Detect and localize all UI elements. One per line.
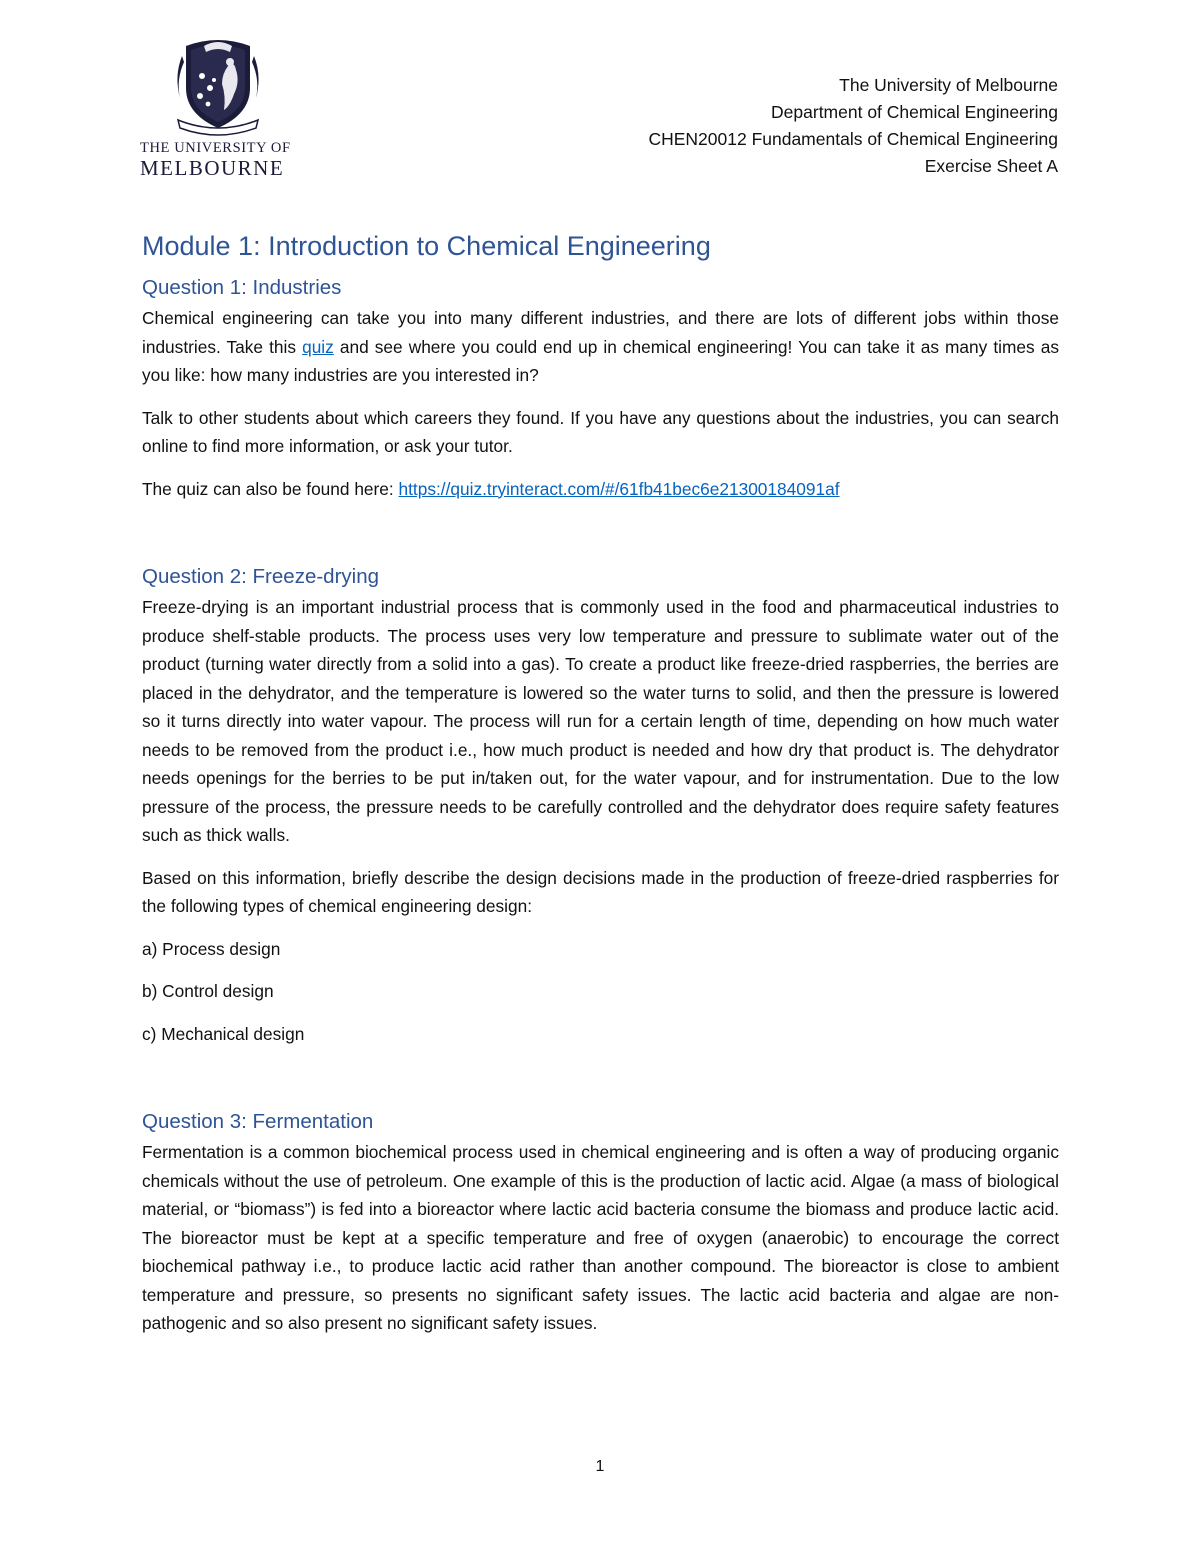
- question-1-paragraph-1: [142, 304, 1059, 390]
- quiz-url-link[interactable]: https://quiz.tryinteract.com/#/61fb41bec6e21300184091af: [398, 478, 840, 499]
- logo-text-line1: THE UNIVERSITY OF: [140, 140, 291, 156]
- header-course: CHEN20012 Fundamentals of Chemical Engineering: [648, 129, 1058, 149]
- question-1-paragraph-3: [142, 475, 1059, 504]
- q1-text-before-link: Chemical engineering can take you into many different industries, and there are lots of different jobs within those industries. Take this: [142, 308, 1059, 357]
- question-2-paragraph-2: Based on this information, briefly describe the design decisions made in the production of freeze-dried raspberries for the following types of chemical engineering design:: [142, 867, 1059, 916]
- question-1-paragraph-2: Talk to other students about which careers they found. If you have any questions about the industries, you can search online to find more information, or ask your tutor.: [142, 407, 1059, 456]
- logo-text-line2: MELBOURNE: [140, 156, 285, 180]
- question-2-item-c: c) Mechanical design: [142, 1023, 305, 1044]
- q1-text-after-link: and see where you could end up in chemical engineering! You can take it as many times as you like: how many industries are you interested in?: [142, 336, 1059, 385]
- module-title: Module 1: Introduction to Chemical Engineering: [142, 231, 711, 261]
- header-department: Department of Chemical Engineering: [771, 102, 1058, 122]
- question-2-item-b: b) Control design: [142, 981, 274, 1001]
- university-logo: [140, 36, 296, 182]
- question-3-title: Question 3: Fermentation: [142, 1110, 374, 1133]
- header-university: The University of Melbourne: [839, 75, 1058, 95]
- university-crest-icon: [164, 36, 272, 136]
- header-sheet: Exercise Sheet A: [924, 156, 1058, 176]
- question-3-paragraph-1: Fermentation is a common biochemical process used in chemical engineering and is often a way of producing organic chemicals without the use of petroleum. One example of this is the production of lactic acid. Algae (a mass of biological material, or “biomass”) is fed into a bioreactor where lactic acid bacteria consume the biomass and produce lactic acid. The bioreactor must be kept at a specific temperature and free of oxygen (anaerobic) to encourage the correct biochemical pathway i.e., to produce lactic acid rather than another compound. The bioreactor is close to ambient temperature and pressure, so presents no significant safety issues. The lactic acid bacteria and algae are non-pathogenic and so also present no significant safety issues.: [142, 1142, 1059, 1333]
- question-2-title: Question 2: Freeze-drying: [142, 565, 380, 588]
- question-2-item-a: a) Process design: [142, 938, 281, 959]
- question-2-paragraph-1: Freeze-drying is an important industrial process that is commonly used in the food and pharmaceutical industries to produce shelf-stable products. The process uses very low temperature and pressure to sublimate water out of the product (turning water directly from a solid into a gas). To create a product like freeze-dried raspberries, the berries are placed in the dehydrator, and the temperature is lowered so the water turns to solid, and then the pressure is lowered so it turns directly into water vapour. The process will run for a certain length of time, depending on how much water needs to be removed from the product i.e., how much product is needed and how dry that product is. The dehydrator needs openings for the berries to be put in/taken out, for the water vapour, and for instrumentation. Due to the low pressure of the process, the pressure needs to be carefully controlled and the dehydrator does require safety features such as thick walls.: [142, 597, 1059, 845]
- quiz-link[interactable]: quiz: [302, 336, 334, 357]
- page-number: 1: [595, 1458, 605, 1475]
- document-header: [648, 72, 1058, 180]
- q1-url-label: The quiz can also be found here:: [142, 478, 399, 499]
- document-body: [142, 226, 1059, 1338]
- question-1-title: Question 1: Industries: [142, 276, 342, 299]
